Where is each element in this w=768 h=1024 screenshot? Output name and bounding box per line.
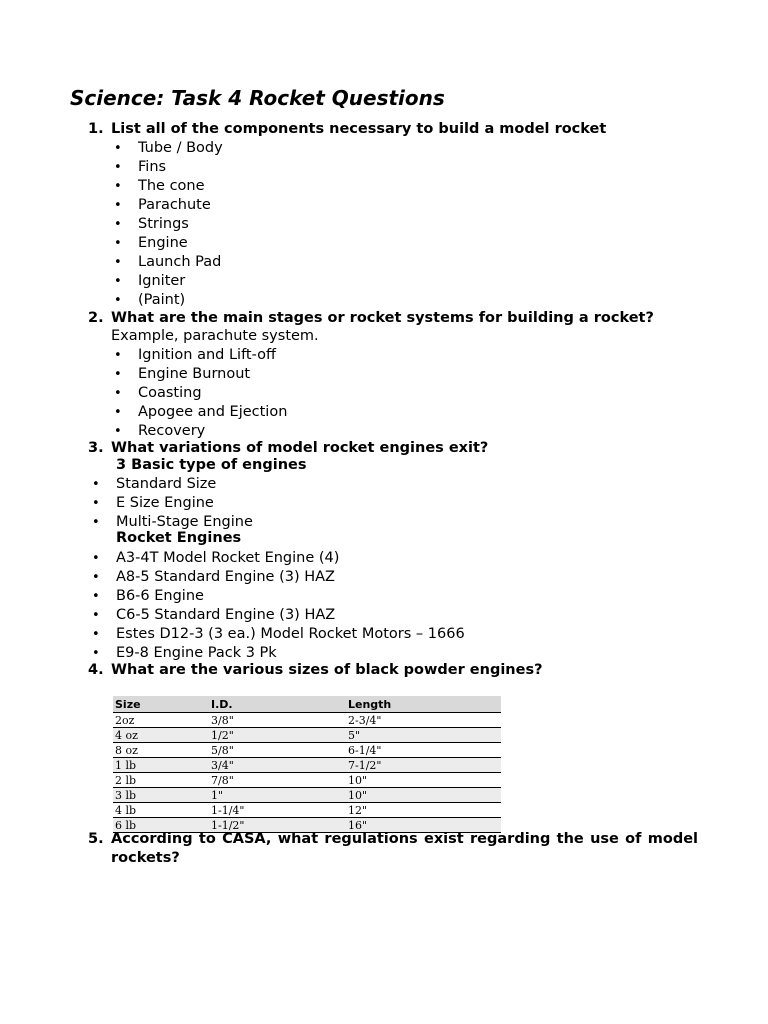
table-cell: 1" bbox=[209, 788, 346, 803]
column-header: Size bbox=[113, 696, 209, 713]
question-text: What variations of model rocket engines exit? bbox=[111, 440, 489, 456]
bullet-icon: • bbox=[114, 236, 122, 251]
list-item: • Tube / Body bbox=[114, 140, 223, 156]
list-item: • E Size Engine bbox=[92, 495, 214, 511]
bullet-icon: • bbox=[114, 217, 122, 232]
table-cell: 5" bbox=[346, 728, 501, 743]
bullet-icon: • bbox=[114, 386, 122, 401]
bullet-icon: • bbox=[92, 589, 100, 604]
column-header: I.D. bbox=[209, 696, 346, 713]
table-row bbox=[113, 788, 501, 803]
table-cell: 4 oz bbox=[113, 728, 209, 743]
bullet-icon: • bbox=[92, 551, 100, 566]
list-item: • Standard Size bbox=[92, 476, 217, 492]
engine-sizes-table bbox=[113, 696, 501, 833]
column-header: Length bbox=[346, 696, 501, 713]
bullet-icon: • bbox=[114, 141, 122, 156]
bullet-icon: • bbox=[114, 348, 122, 363]
stages-list bbox=[114, 346, 288, 441]
list-item: • (Paint) bbox=[114, 292, 186, 308]
table-cell: 1 lb bbox=[113, 758, 209, 773]
table-cell: 5/8" bbox=[209, 743, 346, 758]
list-item: • Coasting bbox=[114, 385, 202, 401]
question-text: What are the various sizes of black powder engines? bbox=[111, 662, 543, 678]
list-item: • Engine Burnout bbox=[114, 366, 251, 382]
table-header-row bbox=[113, 696, 501, 713]
list-item: • A8-5 Standard Engine (3) HAZ bbox=[92, 569, 335, 585]
question-5 bbox=[88, 830, 698, 868]
list-item: • Estes D12-3 (3 ea.) Model Rocket Motors – 1666 bbox=[92, 626, 465, 642]
list-item: • Fins bbox=[114, 159, 167, 175]
rocket-engines-heading: Rocket Engines bbox=[116, 530, 242, 546]
bullet-icon: • bbox=[92, 627, 100, 642]
engine-types-list bbox=[92, 475, 253, 532]
table-cell: 2 lb bbox=[113, 773, 209, 788]
table-cell: 7-1/2" bbox=[346, 758, 501, 773]
question-1 bbox=[88, 121, 606, 137]
list-item: • Apogee and Ejection bbox=[114, 404, 288, 420]
list-item: • Launch Pad bbox=[114, 254, 222, 270]
bullet-icon: • bbox=[114, 179, 122, 194]
question-text: According to CASA, what regulations exist regarding the use of model rockets? bbox=[111, 831, 698, 866]
list-item: • C6-5 Standard Engine (3) HAZ bbox=[92, 607, 336, 623]
bullet-icon: • bbox=[114, 405, 122, 420]
table-cell: 6-1/4" bbox=[346, 743, 501, 758]
rocket-engines-list bbox=[92, 549, 465, 663]
table-cell: 8 oz bbox=[113, 743, 209, 758]
bullet-icon: • bbox=[114, 160, 122, 175]
bullet-icon: • bbox=[92, 608, 100, 623]
question-text: What are the main stages or rocket systems for building a rocket? bbox=[111, 310, 654, 326]
table-row bbox=[113, 773, 501, 788]
bullet-icon: • bbox=[114, 198, 122, 213]
list-item: • Engine bbox=[114, 235, 188, 251]
question-3 bbox=[88, 440, 488, 456]
table-row bbox=[113, 743, 501, 758]
bullet-icon: • bbox=[114, 424, 122, 439]
list-item: • The cone bbox=[114, 178, 205, 194]
list-item: • Parachute bbox=[114, 197, 211, 213]
list-item: • E9-8 Engine Pack 3 Pk bbox=[92, 645, 277, 661]
table-cell: 3 lb bbox=[113, 788, 209, 803]
table-row bbox=[113, 758, 501, 773]
bullet-icon: • bbox=[92, 496, 100, 511]
bullet-icon: • bbox=[92, 570, 100, 585]
table-cell: 4 lb bbox=[113, 803, 209, 818]
table-cell: 1/2" bbox=[209, 728, 346, 743]
bullet-icon: • bbox=[114, 274, 122, 289]
table-row bbox=[113, 803, 501, 818]
question-number: 3. bbox=[88, 440, 104, 456]
components-list bbox=[114, 139, 223, 310]
list-item: • Igniter bbox=[114, 273, 186, 289]
list-item: • Ignition and Lift-off bbox=[114, 347, 276, 363]
table-cell: 10" bbox=[346, 773, 501, 788]
table-row bbox=[113, 713, 501, 728]
bullet-icon: • bbox=[92, 477, 100, 492]
question-2 bbox=[88, 310, 654, 326]
bullet-icon: • bbox=[92, 515, 100, 530]
table-cell: 3/8" bbox=[209, 713, 346, 728]
question-number: 2. bbox=[88, 310, 104, 326]
table-cell: 3/4" bbox=[209, 758, 346, 773]
question-4 bbox=[88, 662, 543, 678]
table-cell: 2-3/4" bbox=[346, 713, 501, 728]
table-row bbox=[113, 728, 501, 743]
list-item: • Multi-Stage Engine bbox=[92, 514, 253, 530]
list-item: • Strings bbox=[114, 216, 189, 232]
bullet-icon: • bbox=[114, 293, 122, 308]
bullet-icon: • bbox=[114, 255, 122, 270]
bullet-icon: • bbox=[92, 646, 100, 661]
table-cell: 1-1/4" bbox=[209, 803, 346, 818]
question-number: 1. bbox=[88, 121, 104, 137]
list-item: • B6-6 Engine bbox=[92, 588, 204, 604]
question-number: 4. bbox=[88, 662, 104, 678]
question-number: 5. bbox=[88, 831, 104, 847]
table-cell: 12" bbox=[346, 803, 501, 818]
list-item: • A3-4T Model Rocket Engine (4) bbox=[92, 550, 340, 566]
table-cell: 7/8" bbox=[209, 773, 346, 788]
table-cell: 10" bbox=[346, 788, 501, 803]
table-cell: 1-1/2" bbox=[209, 818, 346, 833]
question-2-example: Example, parachute system. bbox=[111, 328, 319, 344]
question-text: List all of the components necessary to build a model rocket bbox=[111, 121, 607, 137]
table-cell: 6 lb bbox=[113, 818, 209, 833]
engine-types-heading: 3 Basic type of engines bbox=[116, 457, 307, 473]
page-title: Science: Task 4 Rocket Questions bbox=[70, 86, 445, 110]
table-cell: 16" bbox=[346, 818, 501, 833]
table-cell: 2oz bbox=[113, 713, 209, 728]
list-item: • Recovery bbox=[114, 423, 206, 439]
bullet-icon: • bbox=[114, 367, 122, 382]
